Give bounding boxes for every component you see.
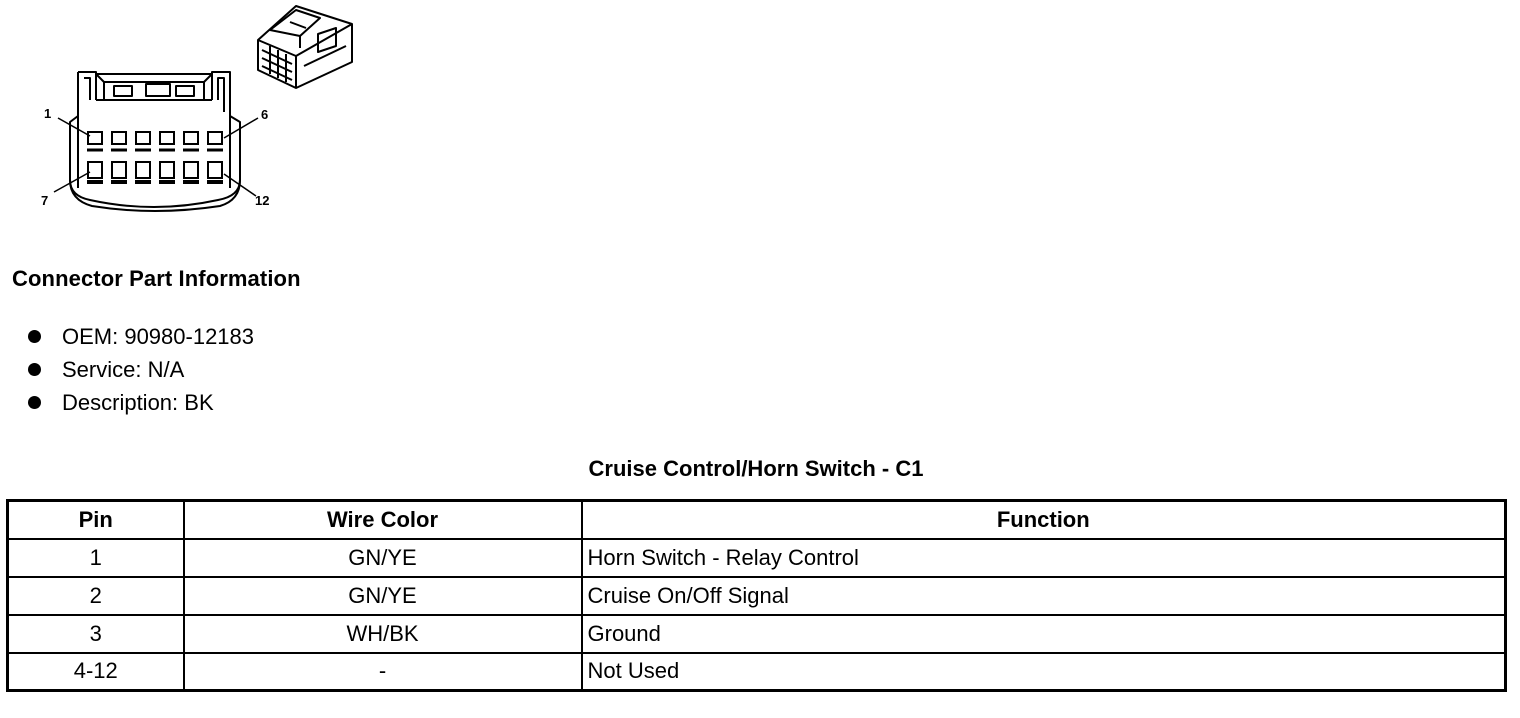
cell-wire-color: GN/YE (184, 539, 582, 577)
pin-cavity (184, 162, 198, 178)
pin-cavity (136, 162, 150, 178)
cell-wire-color: - (184, 653, 582, 691)
pin-cavity (160, 162, 174, 178)
cell-pin: 3 (8, 615, 184, 653)
pin-cavity (88, 132, 102, 144)
connector-info-list (28, 320, 254, 419)
pin-cavities (87, 132, 223, 182)
table-row (8, 653, 1506, 691)
cell-function: Horn Switch - Relay Control (582, 539, 1506, 577)
pin-cavity (112, 132, 126, 144)
service-value: Service: N/A (62, 356, 185, 382)
list-item-service (28, 353, 254, 386)
cell-function: Cruise On/Off Signal (582, 577, 1506, 615)
table-row (8, 577, 1506, 615)
pin-cavity (208, 132, 222, 144)
oem-value: OEM: 90980-12183 (62, 323, 255, 349)
pin-label-12: 12 (255, 193, 270, 208)
leader-line-pin-1 (58, 118, 90, 136)
pin-cavity (208, 162, 222, 178)
bullet-icon (28, 396, 41, 409)
pin-cavity (112, 162, 126, 178)
header-wire-color: Wire Color (184, 501, 582, 539)
cell-pin: 1 (8, 539, 184, 577)
table-title: Cruise Control/Horn Switch - C1 (588, 456, 924, 481)
header-pin: Pin (8, 501, 184, 539)
description-value: Description: BK (62, 389, 214, 415)
cell-wire-color: WH/BK (184, 615, 582, 653)
connector-3d-view (258, 6, 352, 88)
connector-info-title: Connector Part Information (12, 266, 301, 291)
list-item-description (28, 386, 254, 419)
header-function: Function (582, 501, 1506, 539)
pin-label-7: 7 (41, 193, 49, 208)
cell-pin: 4-12 (8, 653, 184, 691)
table-header-row (8, 501, 1506, 539)
table-row (8, 539, 1506, 577)
pin-cavity (136, 132, 150, 144)
bullet-icon (28, 363, 41, 376)
table-row (8, 615, 1506, 653)
connector-face-outline (70, 72, 240, 211)
cell-function: Ground (582, 615, 1506, 653)
cell-function: Not Used (582, 653, 1506, 691)
pin-cavity (160, 132, 174, 144)
connector-diagram (0, 0, 380, 230)
pin-label-1: 1 (44, 106, 52, 121)
pinout-table (6, 499, 1507, 692)
cell-pin: 2 (8, 577, 184, 615)
bullet-icon (28, 330, 41, 343)
pin-cavity (88, 162, 102, 178)
cell-wire-color: GN/YE (184, 577, 582, 615)
pin-label-6: 6 (261, 107, 269, 122)
pin-cavity (184, 132, 198, 144)
list-item-oem (28, 320, 254, 353)
